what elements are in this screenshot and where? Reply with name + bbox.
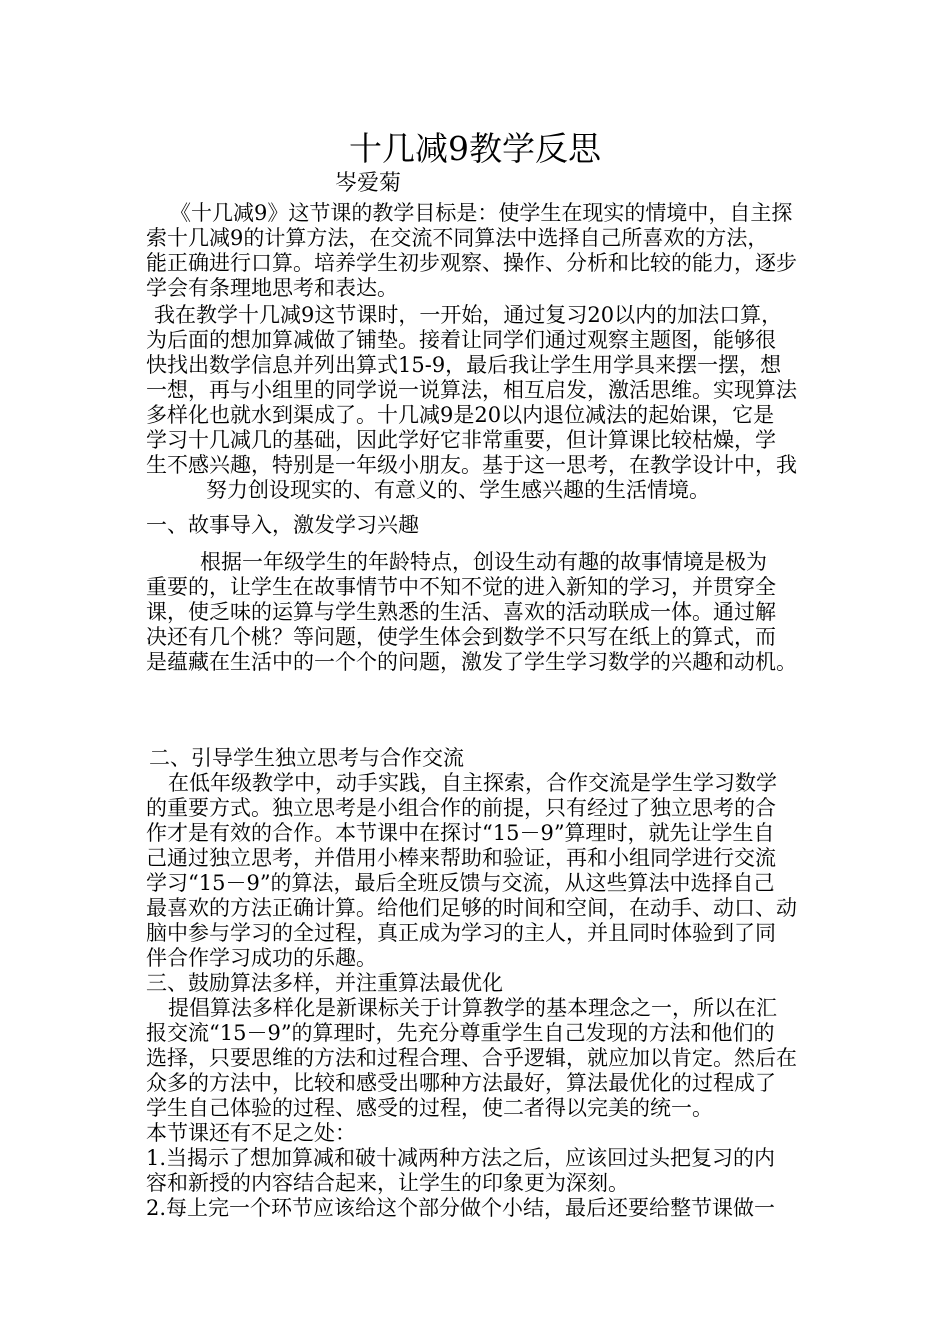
author-name: 岑爱菊 [335,171,402,196]
paragraph-line: 最喜欢的方法正确计算。给他们足够的时间和空间，在动手、动口、动 [146,896,797,920]
paragraph-line: 选择，只要思维的方法和过程合理、合乎逻辑，就应加以肯定。然后在 [146,1046,797,1070]
paragraph-line: 生不感兴趣，特别是一年级小朋友。基于这一思考，在教学设计中，我 [146,453,797,477]
list-item: 2.每上完一个环节应该给这个部分做个小结，最后还要给整节课做一 [146,1196,776,1220]
paragraph-line: 索十几减9的计算方法，在交流不同算法中选择自己所喜欢的方法， [146,226,769,250]
paragraph-line: 己通过独立思考，并借用小棒来帮助和验证，再和小组同学进行交流 [146,846,776,870]
paragraph-line: 为后面的想加算减做了铺垫。接着让同学们通过观察主题图，能够很 [146,328,776,352]
paragraph-line: 容和新授的内容结合起来，让学生的印象更为深刻。 [146,1171,629,1195]
paragraph-line: 学习“15－9”的算法，最后全班反馈与交流，从这些算法中选择自己 [146,871,775,895]
paragraph-line: 提倡算法多样化是新课标关于计算教学的基本理念之一，所以在汇 [168,996,777,1020]
paragraph-line: 一想，再与小组里的同学说一说算法，相互启发，激活思维。实现算法 [146,378,797,402]
paragraph-line: 我在教学十几减9这节课时，一开始，通过复习20以内的加法口算， [154,303,783,327]
paragraph-line: 努力创设现实的、有意义的、学生感兴趣的生活情境。 [206,478,710,502]
paragraph-line: 能正确进行口算。培养学生初步观察、操作、分析和比较的能力，逐步 [146,251,797,275]
paragraph-line: 众多的方法中，比较和感受出哪种方法最好，算法最优化的过程成了 [146,1071,776,1095]
paragraph-line: 快找出数学信息并列出算式15-9，最后我让学生用学具来摆一摆，想 [146,353,782,377]
section-heading: 二、引导学生独立思考与合作交流 [149,746,464,770]
paragraph-line: 脑中参与学习的全过程，真正成为学习的主人，并且同时体验到了同 [146,921,776,945]
paragraph-line: 多样化也就水到渠成了。十几减9是20以内退位减法的起始课，它是 [146,403,775,427]
section-heading: 三、鼓励算法多样，并注重算法最优化 [146,971,503,995]
paragraph-line: 《十几减9》这节课的教学目标是：使学生在现实的情境中，自主探 [170,201,793,225]
paragraph-line: 的重要方式。独立思考是小组合作的前提，只有经过了独立思考的合 [146,796,776,820]
paragraph-line: 本节课还有不足之处： [146,1121,356,1145]
paragraph-line: 决还有几个桃？等问题，使学生体会到数学不只写在纸上的算式，而 [146,625,776,649]
paragraph-line: 在低年级教学中，动手实践，自主探索，合作交流是学生学习数学 [168,771,777,795]
paragraph-line: 学会有条理地思考和表达。 [146,276,398,300]
paragraph-line: 学生自己体验的过程、感受的过程，使二者得以完美的统一。 [146,1096,713,1120]
paragraph-line: 根据一年级学生的年龄特点，创设生动有趣的故事情境是极为 [200,550,767,574]
paragraph-line: 课，使乏味的运算与学生熟悉的生活、喜欢的活动联成一体。通过解 [146,600,776,624]
paragraph-line: 作才是有效的合作。本节课中在探讨“15－9”算理时，就先让学生自 [146,821,775,845]
list-item: 1.当揭示了想加算减和破十减两种方法之后，应该回过头把复习的内 [146,1146,776,1170]
paragraph-line: 报交流“15－9”的算理时，先充分尊重学生自己发现的方法和他们的 [146,1021,775,1045]
document-title: 十几减9教学反思 [349,129,601,168]
section-heading: 一、故事导入，激发学习兴趣 [146,513,419,537]
paragraph-line: 重要的，让学生在故事情节中不知不觉的进入新知的学习，并贯穿全 [146,575,776,599]
paragraph-line: 是蕴藏在生活中的一个个的问题，激发了学生学习数学的兴趣和动机。 [146,650,797,674]
paragraph-line: 学习十几减几的基础，因此学好它非常重要，但计算课比较枯燥，学 [146,428,776,452]
paragraph-line: 伴合作学习成功的乐趣。 [146,946,377,970]
